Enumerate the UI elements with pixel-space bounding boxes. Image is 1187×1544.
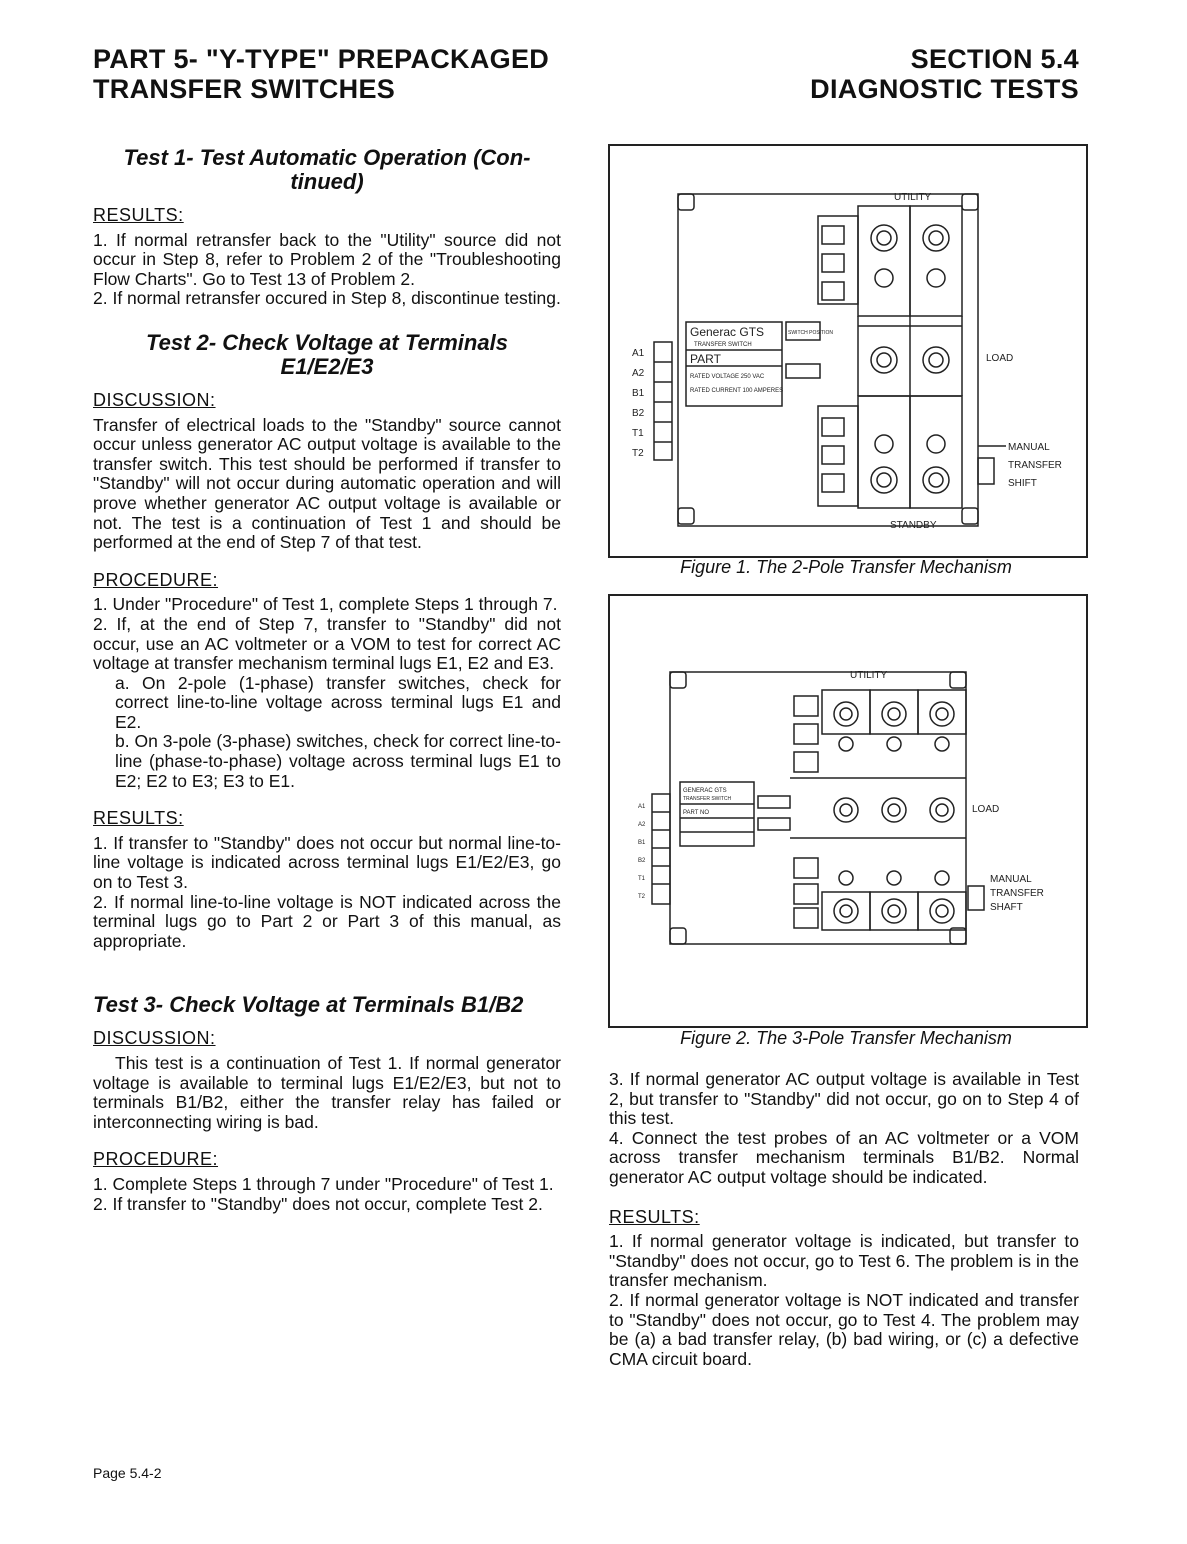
left-column [93, 146, 561, 1214]
test3-result-1: 1. If normal generator voltage is indicated, but transfer to "Standby" does not occur, go to Test 6. The problem is in the transfer mechanism. [609, 1231, 1079, 1291]
figure-2-caption: Figure 2. The 3-Pole Transfer Mechanism [680, 1028, 1012, 1048]
right-column [609, 1070, 1079, 1369]
fig1-terminal-a1: A1 [632, 348, 645, 359]
fig1-plate-current: RATED CURRENT 100 AMPERES [690, 388, 784, 394]
test1-result-2: 2. If normal retransfer occured in Step 8, discontinue testing. [93, 288, 561, 309]
fig2-plate-title: GENERAC GTS [683, 788, 727, 794]
test2-step-2b: b. On 3-pole (3-phase) switches, check for correct line-to-line (phase-to-phase) voltage across terminal lugs E1 to E2; E2 to E3; E3 to E1. [115, 731, 561, 791]
test3-discussion-heading: DISCUSSION: [93, 1028, 216, 1049]
section-title-line2: DIAGNOSTIC TESTS [810, 74, 1079, 104]
fig2-plate-sub: TRANSFER SWITCH [683, 796, 732, 802]
terminal-block [652, 794, 670, 904]
test1-title: Test 1- Test Automatic Operation (Con- tinued) [123, 145, 531, 194]
figure-1-box [608, 144, 1088, 558]
fig2-shaft-label: SHAFT [990, 902, 1023, 913]
fig1-shift-label: SHIFT [1008, 478, 1037, 489]
fig1-load-label: LOAD [986, 353, 1014, 364]
fig1-switch-position: SWITCH POSITION [788, 330, 833, 336]
test3-step-2: 2. If transfer to "Standby" does not occur, complete Test 2. [93, 1193, 543, 1214]
page-number: Page 5.4-2 [93, 1465, 162, 1481]
test2-procedure-heading: PROCEDURE: [93, 569, 219, 590]
test3-results-heading: RESULTS: [609, 1206, 700, 1227]
test3-procedure-heading: PROCEDURE: [93, 1149, 219, 1170]
fig2-load-label: LOAD [972, 804, 1000, 815]
test3-step-1: 1. Complete Steps 1 through 7 under "Procedure" of Test 1. [93, 1173, 554, 1194]
fig1-terminal-b1: B1 [632, 388, 645, 399]
test3-result-2: 2. If normal generator voltage is NOT indicated and transfer to "Standby" does not occur, go to Test 4. The problem may be (a) a bad transfer relay, (b) bad wiring, or (c) a defective CMA circuit board. [609, 1289, 1079, 1369]
fig1-terminal-t1: T1 [632, 428, 644, 439]
fig1-terminal-b2: B2 [632, 408, 645, 419]
manual-shaft [978, 458, 994, 484]
fig2-utility-label: UTILITY [850, 670, 888, 681]
figure-1-caption: Figure 1. The 2-Pole Transfer Mechanism [680, 557, 1012, 577]
test1-result-1: 1. If normal retransfer back to the "Utility" source did not occur in Step 8, refer to Problem 2 of the "Troubleshooting Flow Charts". Go to Test 13 of Problem 2. [93, 229, 561, 289]
test2-result-2: 2. If normal line-to-line voltage is NOT indicated across the terminal lugs go to Part 2 or Part 3 of this manual, as appropriate. [93, 891, 561, 951]
part-title-line2: TRANSFER SWITCHES [93, 74, 396, 104]
figure-2-box [608, 594, 1088, 1028]
test2-step-1: 1. Under "Procedure" of Test 1, complete Steps 1 through 7. [93, 594, 558, 615]
fig1-utility-label: UTILITY [894, 192, 932, 203]
fig2-manual-label: MANUAL [990, 874, 1032, 885]
test2-step-2a: a. On 2-pole (1-phase) transfer switches, check for correct line-to-line voltage across terminal lugs E1 and E2. [115, 672, 561, 732]
three-pole-transfer-mechanism-diagram [610, 596, 1086, 1026]
fig2-terminal-t2: T2 [638, 894, 646, 900]
test2-results-heading: RESULTS: [93, 808, 184, 829]
fig1-terminal-a2: A2 [632, 368, 645, 379]
fig1-standby-label: STANDBY [890, 520, 937, 531]
two-pole-transfer-mechanism-diagram [610, 146, 1086, 556]
fig1-manual-label: MANUAL [1008, 442, 1050, 453]
fig1-transfer-label: TRANSFER [1008, 460, 1062, 471]
fig1-plate-voltage: RATED VOLTAGE 250 VAC [690, 374, 765, 380]
test3-title: Test 3- Check Voltage at Terminals B1/B2 [93, 992, 524, 1018]
test2-title: Test 2- Check Voltage at Terminals E1/E2/E3 [146, 329, 508, 379]
test2-step-2: 2. If, at the end of Step 7, transfer to "Standby" did not occur, use an AC voltmeter or a VOM to test for correct AC voltage at transfer mechanism terminal lugs E1, E2 and E3. [93, 613, 561, 674]
section-title-line1: SECTION 5.4 [910, 44, 1079, 74]
header-right [810, 44, 1079, 104]
fig1-plate-sub: TRANSFER SWITCH [694, 342, 752, 348]
fig1-terminal-t2: T2 [632, 448, 644, 459]
test3-step-3: 3. If normal generator AC output voltage is available in Test 2, but transfer to "Standby" did not occur, go on to Step 4 of this test. [609, 1069, 1079, 1129]
fig2-terminal-b1: B1 [638, 840, 646, 846]
manual-shaft [968, 886, 984, 910]
test2-result-1: 1. If transfer to "Standby" does not occur but normal line-to-line voltage is indicated across terminal lugs E1/E2/E3, go on to Test 3. [93, 832, 561, 893]
fig1-plate-title: Generac GTS [690, 325, 765, 339]
fig2-terminal-a1: A1 [638, 804, 646, 810]
fig2-terminal-t1: T1 [638, 876, 646, 882]
fig2-plate-part: PART NO [683, 810, 710, 816]
part-title-line1: PART 5- "Y-TYPE" PREPACKAGED [93, 44, 550, 74]
test1-results-heading: RESULTS: [93, 205, 184, 225]
fig1-plate-part: PART [690, 352, 721, 366]
header-left [93, 44, 549, 104]
test3-discussion: This test is a continuation of Test 1. If normal generator voltage is available to terminal lugs E1/E2/E3, but not to terminals B1/B2, either the transfer relay has failed or interconnecting wiring is bad. [93, 1053, 561, 1132]
test3-step-4: 4. Connect the test probes of an AC voltmeter or a VOM across transfer mechanism terminals B1/B2. Normal generator AC output voltage should be indicated. [609, 1127, 1079, 1187]
fig2-terminal-b2: B2 [638, 858, 646, 864]
test2-discussion-heading: DISCUSSION: [93, 389, 216, 410]
fig2-terminal-a2: A2 [638, 822, 646, 828]
fig2-transfer-label: TRANSFER [990, 888, 1044, 899]
test2-discussion: Transfer of electrical loads to the "Standby" source cannot occur unless generator AC output voltage is available to the transfer switch. This test should be performed if transfer to "Standby" will not occur during automatic operation and will prove whether generator AC output voltage is available or not. The test is a continuation of Test 1 and should be performed at the end of Step 7 of that test. [93, 414, 561, 553]
